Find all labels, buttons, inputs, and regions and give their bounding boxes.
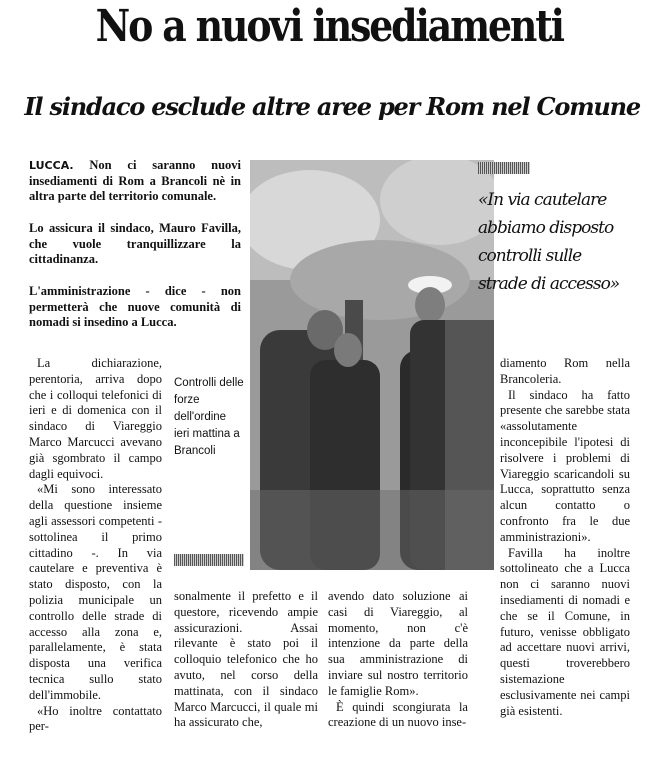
column-2 <box>174 589 318 731</box>
lead-paragraph-3: L'amministrazione - dice - non permetterà che nuove comunità di nomadi si insedino a Lucca. <box>29 284 241 329</box>
column-3 <box>328 589 468 731</box>
lead-paragraph-2: Lo assicura il sindaco, Mauro Favilla, che vuole tranquillizzare la cittadinanza. <box>29 221 241 266</box>
col3-paragraph-2: È quindi scongiurata la creazione di un nuovo inse- <box>328 699 468 730</box>
col4-paragraph-2: Il sindaco ha fatto presente che sarebbe stata «assolutamente inconcepibile l'ipotesi di risolvere i problemi di Viareggio scaricandoli su Lucca, soprattutto senza alcun contatto o confronto fra le due amministrazioni». <box>500 387 630 544</box>
col2-paragraph-1: sonalmente il prefetto e il questore, ricevendo ampie assicurazioni. Assai rilevante è stato poi il colloquio telefonico che ho avuto, nel corso della mattinata, con il sindaco Marco Marcucci, il quale mi ha assicurato che, <box>174 589 318 730</box>
col4-paragraph-3: Favilla ha inoltre sottolineato che a Lucca non ci saranno nuovi insediamenti di nomadi e che se il Comune, in futuro, venisse obbligato ad accettare nuovi arrivi, questi troverebbero sistemazione esclusivamente nei campi già esistenti. <box>500 545 630 718</box>
quote-rule <box>478 162 530 174</box>
pull-quote: «In via cautelare abbiamo disposto controlli sulle strade di accesso» <box>478 190 620 294</box>
col4-paragraph-1: diamento Rom nella Brancoleria. <box>500 356 630 386</box>
caption-rule <box>174 554 244 566</box>
column-1 <box>29 356 162 735</box>
col3-paragraph-1: avendo dato soluzione ai casi di Viareggio, al momento, non c'è intenzione da parte della sua amministrazione di inviare sul nostro territorio le famiglie Rom». <box>328 589 468 698</box>
subheadline: Il sindaco esclude altre aree per Rom nel Comune <box>24 92 640 121</box>
police-officers-image <box>250 160 494 570</box>
photo-caption: Controlli delle forze dell'ordine ieri mattina a Brancoli <box>174 377 244 457</box>
column-4 <box>500 356 630 719</box>
lead-paragraph-1 <box>29 158 241 205</box>
col1-paragraph-2: «Mi sono interessato della questione insieme agli assessori competenti - sottolinea il primo cittadino -. In via cautelare e preventiva è stato disposto, con la polizia municipale un controllo delle strade di accesso alla zona e, parallelamente, è stata disposta una verifica tecnica sullo stato dell'immobile. <box>29 482 162 702</box>
dateline: LUCCA. <box>29 159 74 172</box>
lead-text-1: Non ci saranno nuovi insediamenti di Rom a Brancoli nè in altra parte del territorio comunale. <box>29 158 242 203</box>
col1-paragraph-3: «Ho inoltre contattato per- <box>29 703 162 734</box>
col1-paragraph-1: La dichiarazione, perentoria, arriva dopo che i colloqui telefonici di ieri e di domenica con il sindaco di Viareggio Marco Marcucci avevano già sgombrato il campo dagli equivoci. <box>29 356 162 481</box>
news-photo <box>250 160 494 570</box>
headline: No a nuovi insediamenti <box>95 1 563 52</box>
